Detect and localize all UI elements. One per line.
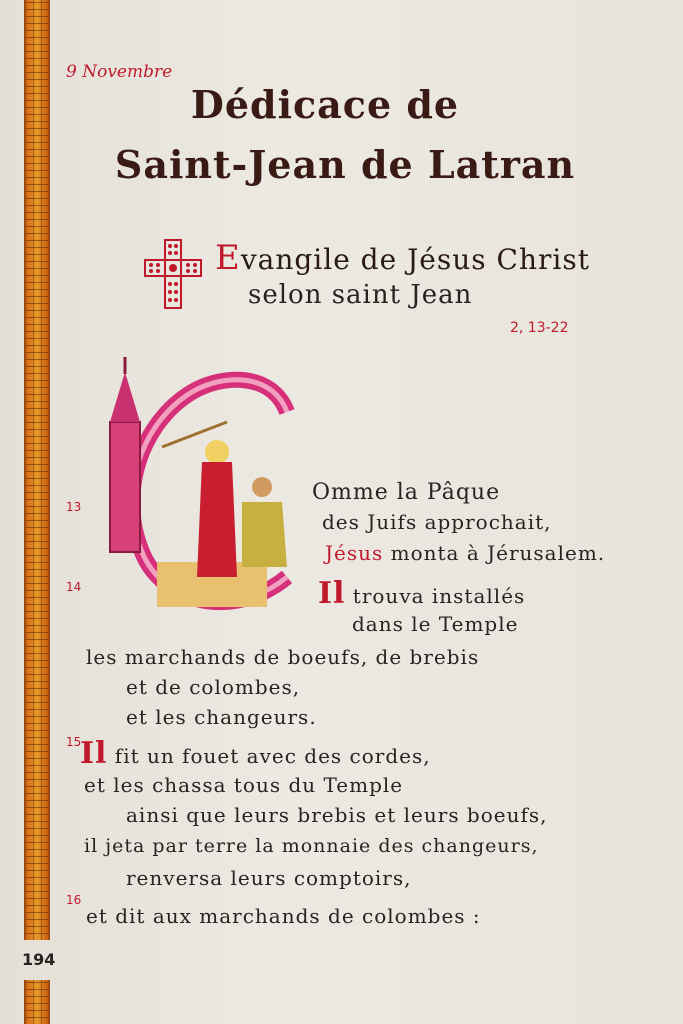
gospel-subheading: selon saint Jean <box>248 280 473 310</box>
page-number: 194 <box>22 950 56 969</box>
gospel-heading <box>215 238 590 278</box>
text-line: et dit aux marchands de colombes : <box>86 904 481 928</box>
verse-number: 13 <box>66 500 82 514</box>
text-line <box>318 576 525 611</box>
text-line: les marchands de boeufs, de brebis <box>86 645 480 669</box>
page-title-line1: Dédicace de <box>190 82 460 127</box>
text-line <box>80 736 431 771</box>
illuminated-initial-c <box>102 352 302 622</box>
text-segment: monta à Jérusalem. <box>383 541 606 565</box>
page-title-line2: Saint-Jean de Latran <box>114 142 576 187</box>
text-highlight: Jésus <box>325 541 384 565</box>
drop-capital: Il <box>80 736 108 771</box>
verse-number: 15 <box>66 735 82 749</box>
verse-number: 16 <box>66 893 82 907</box>
verse-number: 14 <box>66 580 82 594</box>
scripture-reference: 2, 13-22 <box>510 320 569 336</box>
text-line: ainsi que leurs brebis et leurs boeufs, <box>126 803 548 827</box>
gospel-heading-rest: vangile de Jésus Christ <box>240 243 590 276</box>
gospel-initial: E <box>215 238 241 278</box>
text-line: et les changeurs. <box>126 705 317 729</box>
text-line: dans le Temple <box>352 612 519 636</box>
text-segment: trouva installés <box>345 584 526 608</box>
text-segment: fit un fouet avec des cordes, <box>107 744 431 768</box>
text-line: et les chassa tous du Temple <box>84 773 404 797</box>
drop-capital: Il <box>318 576 346 611</box>
liturgical-date: 9 Novembre <box>66 62 173 82</box>
text-line: et de colombes, <box>126 675 301 699</box>
text-line: des Juifs approchait, <box>322 510 552 534</box>
text-line: Omme la Pâque <box>312 480 501 505</box>
text-line: il jeta par terre la monnaie des changeurs, <box>84 835 539 857</box>
cross-icon <box>143 238 203 310</box>
decorative-border <box>24 0 50 940</box>
text-line: renversa leurs comptoirs, <box>126 866 412 890</box>
decorative-border-bottom <box>24 980 50 1024</box>
text-line <box>325 541 605 565</box>
